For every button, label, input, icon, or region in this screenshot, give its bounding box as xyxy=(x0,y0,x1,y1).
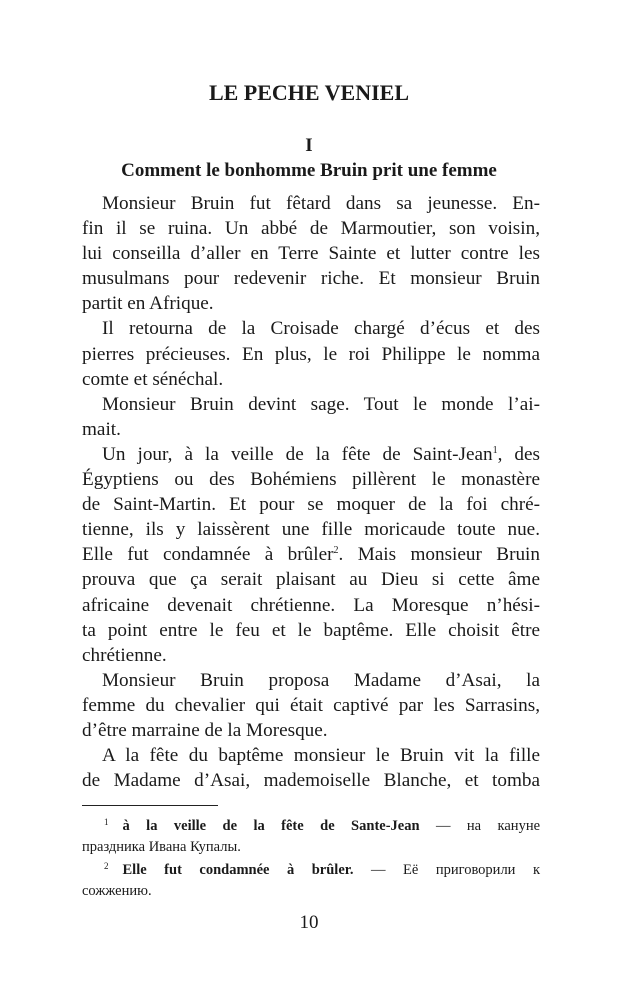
text-line: tienne, ils y laissèrent une fille moricaude toute nue. xyxy=(82,519,540,541)
text-line: Monsieur Bruin devint sage. Tout le monde l’ai- xyxy=(102,393,540,415)
footnote-dash: — xyxy=(353,862,404,878)
footnote-line xyxy=(82,812,540,837)
body-text xyxy=(82,191,540,793)
text-line: de Saint-Martin. Et pour se moquer de la foi chré- xyxy=(82,494,540,516)
text-line xyxy=(82,542,540,567)
footnote-translation: на кануне xyxy=(466,818,541,834)
text-line: de Madame d’Asai, mademoiselle Blanche, et tomba xyxy=(82,770,540,792)
text-line: partit en Afrique. xyxy=(82,293,214,315)
footnote-2 xyxy=(82,856,540,902)
section-subtitle: Comment le bonhomme Bruin prit une femme xyxy=(121,160,497,181)
footnote-1 xyxy=(82,812,540,858)
footnote-separator xyxy=(82,805,218,806)
text-line: Monsieur Bruin proposa Madame d’Asai, la xyxy=(102,669,540,691)
footnote-term: Elle fut condamnée à brûler. xyxy=(122,862,354,878)
text-line: comte et sénéchal. xyxy=(82,368,224,390)
footnote-translation: Её приговорили к xyxy=(403,862,540,878)
footnote-number: 1 xyxy=(104,817,109,827)
section-number: I xyxy=(305,135,313,156)
footnote-line: сожжению. xyxy=(82,883,152,899)
text-line: ta point entre le feu et le baptême. Elle choisit être xyxy=(82,619,540,641)
text-line: mait. xyxy=(82,418,121,440)
text-line: africaine devenait chrétienne. La Moresque n’hési- xyxy=(82,594,540,616)
text-line: fin il se ruina. Un abbé de Marmoutier, son voisin, xyxy=(82,218,540,240)
text-fragment: Un jour, à la veille de la fête de Saint-Jean xyxy=(102,443,493,465)
text-line: musulmans pour redevenir riche. Et monsieur Bruin xyxy=(82,268,540,290)
text-line: femme du chevalier qui était captivé par les Sarrasins, xyxy=(82,694,540,716)
page-number: 10 xyxy=(299,912,319,933)
footnote-ref-2[interactable]: 2 xyxy=(333,545,339,557)
text-fragment: Elle fut condamnée à brûler xyxy=(82,544,334,566)
footnote-dash: — xyxy=(419,818,467,834)
text-line xyxy=(82,442,540,467)
footnote-line xyxy=(82,856,540,881)
text-line: Égyptiens ou des Bohémiens pillèrent le monastère xyxy=(82,469,540,491)
text-line: chrétienne. xyxy=(82,644,167,666)
text-line: Il retourna de la Croisade chargé d’écus et des xyxy=(102,318,540,340)
footnote-term: à la veille de la fête de Sante-Jean xyxy=(122,818,420,834)
text-line: pierres précieuses. En plus, le roi Philippe le nomma xyxy=(82,343,540,365)
footnote-line: праздника Ивана Купалы. xyxy=(82,839,241,855)
text-line: prouva que ça serait plaisant au Dieu si cette âme xyxy=(82,569,540,591)
text-line: lui conseilla d’aller en Terre Sainte et lutter contre les xyxy=(82,243,540,265)
text-fragment: , des xyxy=(497,443,541,465)
text-line: d’être marraine de la Moresque. xyxy=(82,719,328,741)
text-line: Monsieur Bruin fut fêtard dans sa jeunesse. En- xyxy=(102,193,540,214)
footnote-ref-1[interactable]: 1 xyxy=(492,444,498,456)
text-fragment: . Mais monsieur Bruin xyxy=(338,544,540,566)
text-line: A la fête du baptême monsieur le Bruin vit la fille xyxy=(102,745,540,767)
chapter-title: LE PECHE VENIEL xyxy=(208,80,410,105)
footnote-number: 2 xyxy=(104,861,109,871)
